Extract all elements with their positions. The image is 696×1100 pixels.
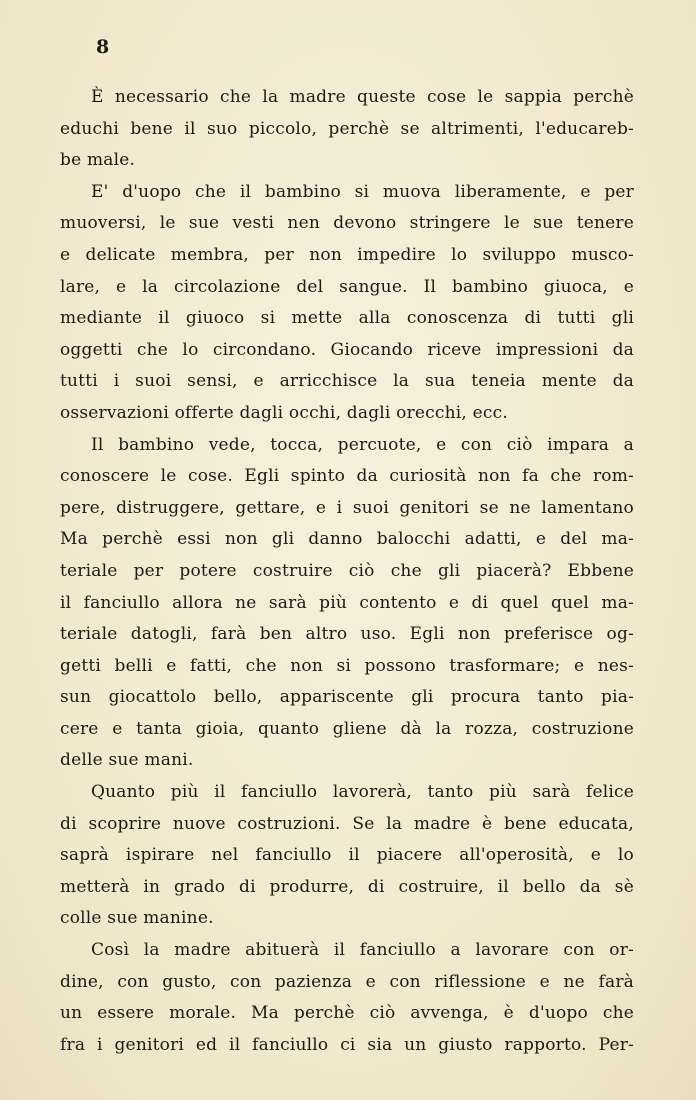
paragraph (60, 430, 634, 778)
text-line: getti belli e fatti, che non si possono trasformare; e nes- (60, 655, 634, 676)
text-line: mediante il giuoco si mette alla conoscenza di tutti gli (60, 308, 634, 329)
text-line: osservazioni offerte dagli occhi, dagli orecchi, ecc. (60, 402, 508, 423)
text-line: educhi bene il suo piccolo, perchè se altrimenti, l'educareb- (60, 118, 634, 139)
text-line: teriale per potere costruire ciò che gli piacerà? Ebbene (60, 560, 634, 581)
text-line: Il bambino vede, tocca, percuote, e con ciò impara a (91, 434, 634, 455)
text-line: È necessario che la madre queste cose le sappia perchè (91, 87, 634, 107)
text-line: saprà ispirare nel fanciullo il piacere all'operosità, e lo (60, 845, 634, 866)
text-line: il fanciullo allora ne sarà più contento e di quel quel ma- (60, 592, 634, 613)
text-line: dine, con gusto, con pazienza e con riflessione e ne farà (60, 971, 634, 992)
paragraph (60, 777, 634, 935)
text-line: muoversi, le sue vesti nen devono stringere le sue tenere (60, 213, 634, 234)
text-line: un essere morale. Ma perchè ciò avvenga, è d'uopo che (60, 1003, 634, 1024)
paragraph (60, 935, 634, 1061)
text-line: di scoprire nuove costruzioni. Se la madre è bene educata, (60, 813, 634, 834)
page-number: 8 (96, 36, 110, 58)
text-line: cere e tanta gioia, quanto gliene dà la rozza, costruzione (60, 718, 634, 739)
text-line: Ma perchè essi non gli danno balocchi adatti, e del ma- (60, 529, 634, 550)
text-line: conoscere le cose. Egli spinto da curiosità non fa che rom- (60, 466, 634, 487)
text-line: Così la madre abituerà il fanciullo a lavorare con or- (91, 940, 634, 961)
paragraph (60, 82, 634, 177)
text-line: E' d'uopo che il bambino si muova liberamente, e per (91, 181, 634, 202)
text-line: delle sue mani. (60, 750, 194, 771)
text-line: Quanto più il fanciullo lavorerà, tanto più sarà felice (91, 782, 634, 803)
text-line: tutti i suoi sensi, e arricchisce la sua teneia mente da (60, 371, 634, 392)
paragraph (60, 177, 634, 430)
text-line: colle sue manine. (60, 908, 214, 929)
text-line: teriale datogli, farà ben altro uso. Egli non preferisce og- (60, 624, 634, 645)
text-line: lare, e la circolazione del sangue. Il bambino giuoca, e (60, 276, 634, 297)
text-line: sun giocattolo bello, appariscente gli procura tanto pia- (60, 687, 634, 708)
text-line: pere, distruggere, gettare, e i suoi genitori se ne lamentano (60, 497, 634, 518)
text-line: oggetti che lo circondano. Giocando riceve impressioni da (60, 339, 634, 360)
text-line: fra i genitori ed il fanciullo ci sia un giusto rapporto. Per- (60, 1034, 634, 1055)
text-line: be male. (60, 150, 136, 171)
body-text (60, 82, 634, 1061)
text-line: e delicate membra, per non impedire lo sviluppo musco- (60, 244, 634, 265)
text-line: metterà in grado di produrre, di costruire, il bello da sè (60, 876, 634, 897)
